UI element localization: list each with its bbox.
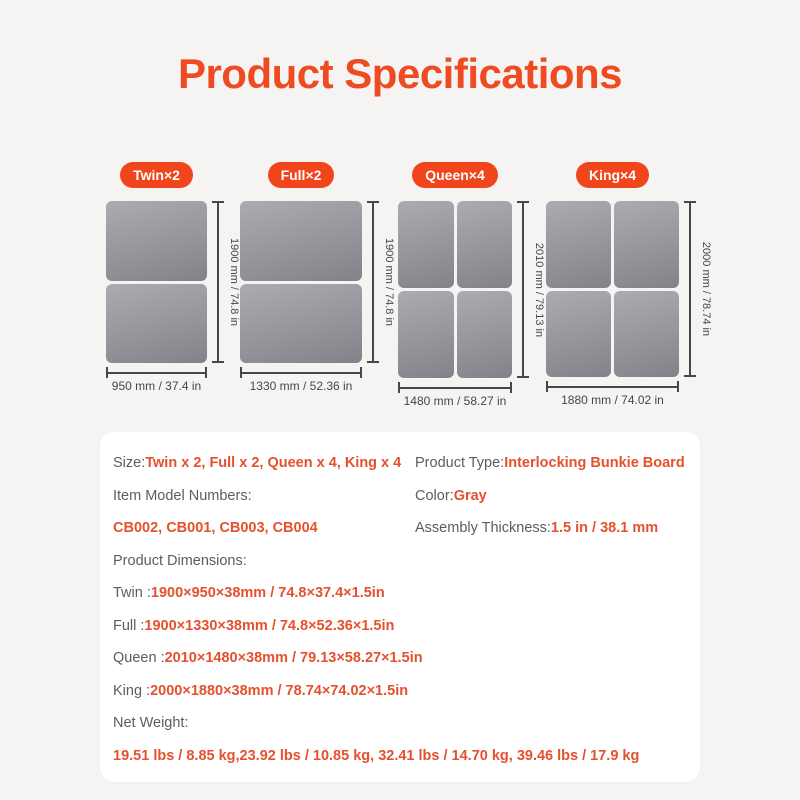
spec-top-grid xyxy=(113,447,687,545)
board-panel xyxy=(106,201,207,281)
board-panel xyxy=(398,291,454,378)
spec-row-net-weight-values xyxy=(113,740,687,773)
size-badge-twin: Twin×2 xyxy=(120,162,193,188)
bunkie-board-full xyxy=(240,201,362,363)
height-dimension-line xyxy=(517,201,545,378)
height-dimension-label: 2000 mm / 78.74 in xyxy=(700,241,712,337)
diagram-twin xyxy=(106,162,240,393)
bunkie-board-king xyxy=(546,201,679,377)
spec-label: Size: xyxy=(113,455,146,472)
spec-row-assembly-thickness xyxy=(415,512,687,545)
board-panel xyxy=(457,201,513,288)
dimension-line xyxy=(240,372,362,374)
spec-row-dimensions-heading xyxy=(113,545,687,578)
board-panel xyxy=(240,201,362,281)
width-dimension-line xyxy=(546,381,679,392)
spec-row-king-dimensions xyxy=(113,675,687,708)
spec-value: 1900×1330×38mm / 74.8×52.36×1.5in xyxy=(144,617,395,634)
page-title: Product Specifications xyxy=(177,50,623,97)
board-panel xyxy=(546,201,611,288)
width-dimension-label: 1880 mm / 74.02 in xyxy=(561,393,664,407)
width-dimension-label: 1480 mm / 58.27 in xyxy=(403,394,507,408)
spec-label: Assembly Thickness: xyxy=(415,520,551,537)
spec-left-column xyxy=(113,447,415,545)
spec-value: 1900×950×38mm / 74.8×37.4×1.5in xyxy=(150,585,385,602)
board-panel xyxy=(398,201,454,288)
spec-value: Gray xyxy=(453,487,487,504)
spec-row-color xyxy=(415,480,687,513)
dimension-line xyxy=(689,201,691,377)
height-dimension-label: 1900 mm / 74.8 in xyxy=(383,237,395,327)
height-dimension-label: 1900 mm / 74.8 in xyxy=(228,237,240,327)
bunkie-board-queen xyxy=(398,201,512,378)
spec-row-product-type xyxy=(415,447,687,480)
diagram-queen xyxy=(398,162,545,408)
spec-row-net-weight-heading xyxy=(113,707,687,740)
spec-value: CB002, CB001, CB003, CB004 xyxy=(113,520,318,537)
spec-value: 19.51 lbs / 8.85 kg,23.92 lbs / 10.85 kg, 32.41 lbs / 14.70 kg, 39.46 lbs / 17.9 kg xyxy=(113,747,640,764)
spec-value: 2000×1880×38mm / 78.74×74.02×1.5in xyxy=(150,682,409,699)
diagram-king xyxy=(546,162,712,407)
spec-row-queen-dimensions xyxy=(113,642,687,675)
height-dimension-line xyxy=(212,201,240,363)
dimension-line xyxy=(398,387,512,389)
height-dimension-label: 2010 mm / 79.13 in xyxy=(533,242,545,337)
spec-label: Item Model Numbers: xyxy=(113,487,252,504)
size-badge-king: King×4 xyxy=(576,162,649,188)
spec-value: Interlocking Bunkie Board xyxy=(504,455,685,472)
spec-label: Product Dimensions: xyxy=(113,552,247,569)
board-panel xyxy=(546,291,611,378)
spec-panel xyxy=(100,432,700,782)
spec-value: 1.5 in / 38.1 mm xyxy=(550,520,659,537)
size-badge-full: Full×2 xyxy=(268,162,335,188)
height-dimension-line xyxy=(367,201,395,363)
board-panel xyxy=(614,201,679,288)
size-badge-queen: Queen×4 xyxy=(412,162,498,188)
spec-value: 2010×1480×38mm / 79.13×58.27×1.5in xyxy=(164,650,423,667)
board-panel xyxy=(106,284,207,364)
spec-label: Color: xyxy=(415,487,454,504)
spec-row-model-numbers-value xyxy=(113,512,415,545)
spec-row-full-dimensions xyxy=(113,610,687,643)
spec-label: Net Weight: xyxy=(113,715,189,732)
width-dimension-label: 950 mm / 37.4 in xyxy=(111,379,202,393)
spec-label: Product Type: xyxy=(415,455,505,472)
width-dimension-label: 1330 mm / 52.36 in xyxy=(249,379,353,393)
dimension-line xyxy=(372,201,374,363)
spec-label: Full : xyxy=(113,617,145,634)
spec-row-size xyxy=(113,447,415,480)
board-panel xyxy=(457,291,513,378)
height-dimension-line xyxy=(684,201,712,377)
width-dimension-line xyxy=(240,367,362,378)
board-panel xyxy=(240,284,362,364)
spec-label: King : xyxy=(113,682,151,699)
spec-value: Twin x 2, Full x 2, Queen x 4, King x 4 xyxy=(145,455,402,472)
dimension-line xyxy=(546,386,679,388)
width-dimension-line xyxy=(106,367,207,378)
spec-row-model-numbers-label xyxy=(113,480,415,513)
dimension-line xyxy=(106,372,207,374)
spec-label: Queen : xyxy=(113,650,165,667)
spec-label: Twin : xyxy=(113,585,151,602)
board-panel xyxy=(614,291,679,378)
diagram-full xyxy=(240,162,395,393)
bunkie-board-twin xyxy=(106,201,207,363)
dimension-line xyxy=(522,201,524,378)
spec-row-twin-dimensions xyxy=(113,577,687,610)
width-dimension-line xyxy=(398,382,512,393)
spec-right-column xyxy=(415,447,687,545)
dimension-line xyxy=(217,201,219,363)
